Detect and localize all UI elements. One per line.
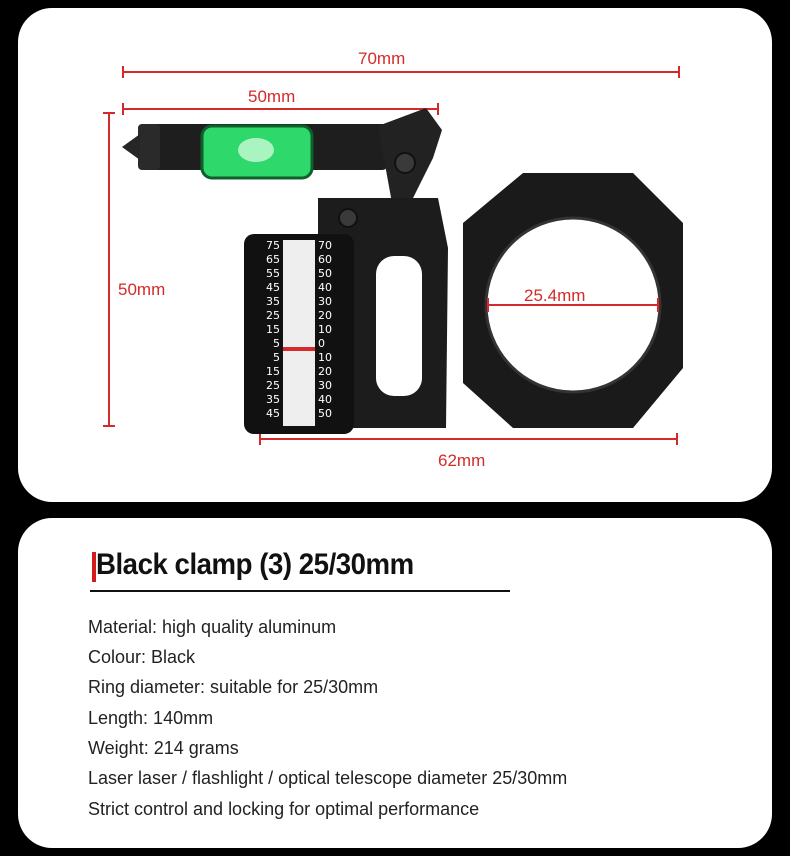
dial-scale-label: 75: [266, 239, 280, 252]
dial-scale-label: 45: [266, 407, 280, 420]
spec-length: Length: 140mm: [88, 708, 214, 728]
dial-scale-label: 50: [318, 407, 332, 420]
spec-ring-diameter: Ring diameter: suitable for 25/30mm: [88, 677, 379, 697]
dial-scale-label: 35: [266, 393, 280, 406]
dial-window: [283, 240, 315, 426]
hinge-screw: [395, 153, 415, 173]
body-slot: [376, 256, 422, 396]
dial-scale-label: 0: [318, 337, 325, 350]
spec-locking: Strict control and locking for optimal performance: [88, 799, 480, 819]
dial-scale-label: 20: [318, 365, 332, 378]
clamp-product-image: [18, 8, 772, 502]
dial-scale-label: 40: [318, 281, 332, 294]
dial-scale-label: 25: [266, 379, 280, 392]
dial-scale-label: 20: [318, 309, 332, 322]
title-underline: [90, 590, 510, 592]
dial-scale-right: [318, 239, 352, 421]
dim-label-bottom-width: 62mm: [438, 451, 486, 470]
dim-label-top-width: 50mm: [248, 87, 296, 106]
dial-scale-label: 50: [318, 267, 332, 280]
dial-scale-label: 70: [318, 239, 332, 252]
dial-scale-label: 15: [266, 365, 280, 378]
dial-scale-label: 35: [266, 295, 280, 308]
level-cap: [138, 124, 160, 170]
dial-scale-label: 60: [318, 253, 332, 266]
dial-scale-label: 40: [318, 393, 332, 406]
spec-compatibility: Laser laser / flashlight / optical telescope diameter 25/30mm: [88, 768, 568, 788]
dial-scale-label: 65: [266, 253, 280, 266]
product-title: Black clamp (3) 25/30mm: [96, 548, 414, 581]
spec-material: Material: high quality aluminum: [88, 617, 337, 637]
dial-indicator: [283, 347, 315, 351]
specs-card: [18, 518, 772, 848]
dial-scale-label: 25: [266, 309, 280, 322]
dim-label-total-width: 70mm: [358, 49, 406, 68]
body-screw: [339, 209, 357, 227]
dial-scale-label: 10: [318, 323, 332, 336]
dial-scale-label: 5: [273, 351, 280, 364]
bubble: [238, 138, 274, 162]
dial-scale-label: 10: [318, 351, 332, 364]
dial-scale-label: 30: [318, 379, 332, 392]
dial-scale-label: 45: [266, 281, 280, 294]
dial-scale-label: 5: [273, 337, 280, 350]
spec-weight: Weight: 214 grams: [88, 738, 239, 758]
dial-scale-label: 55: [266, 267, 280, 280]
spec-colour: Colour: Black: [88, 647, 196, 667]
dial-scale-label: 15: [266, 323, 280, 336]
dim-label-height: 50mm: [118, 280, 166, 299]
dim-label-ring-inner: 25.4mm: [524, 286, 586, 305]
dial-scale-label: 30: [318, 295, 332, 308]
level-tip: [122, 134, 140, 160]
product-image-card: [18, 8, 772, 502]
dial-scale-left: [250, 239, 280, 421]
